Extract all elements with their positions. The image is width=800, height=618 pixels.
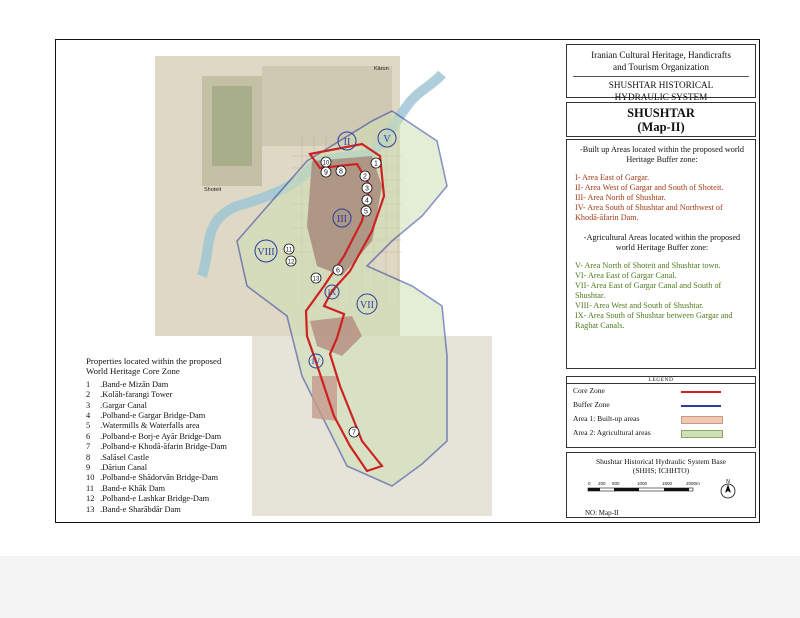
organization-box xyxy=(566,44,756,102)
zone-label-ii: II xyxy=(343,137,351,148)
property-item: 4 .Polband-e Gargar Bridge-Dam xyxy=(86,411,206,421)
properties-heading: Properties located within the proposed World Heritage Core Zone xyxy=(86,356,222,377)
scale-bar xyxy=(572,479,750,509)
north-label: N xyxy=(726,479,730,485)
built-up-swatch xyxy=(681,416,723,424)
base-source: (SHHS; ICHHTO) xyxy=(632,466,690,475)
base-title: Shushtar Historical Hydraulic System Base xyxy=(596,457,726,466)
built-up-item: III- Area North of Shushtar. xyxy=(575,193,666,202)
built-up-item: IV- Area South of Shushtar and Northwest of Khodā-āfarin Dam. xyxy=(575,203,723,222)
bottom-band xyxy=(0,556,800,618)
property-item: 7 .Polband-e Khodā-āfarin Bridge-Dam xyxy=(86,442,227,452)
site-marker-1: 1 xyxy=(374,160,378,168)
built-up-item: I- Area East of Gargar. xyxy=(575,173,650,182)
agricultural-item: VI- Area East of Gargar Canal. xyxy=(575,271,677,280)
zone-label-iii: III xyxy=(337,214,347,225)
map-number: NO: Map-II xyxy=(585,509,619,517)
agricultural-item: IX- Area South of Shushtar between Gargar and Raghat Canals. xyxy=(575,311,733,330)
zone-label-vii: VII xyxy=(360,300,374,311)
site-marker-8: 8 xyxy=(339,168,343,176)
scale-tick-label: 1500 xyxy=(662,481,673,486)
property-item: 1 .Band-e Mizān Dam xyxy=(86,379,169,389)
site-marker-12: 12 xyxy=(287,259,295,266)
property-item: 9 .Dāriun Canal xyxy=(86,463,148,473)
legend-title: LEGEND xyxy=(567,377,755,384)
property-item: 13 .Band-e Sharābdār Dam xyxy=(86,504,181,514)
zone-label-viii: VIII xyxy=(257,247,275,258)
agricultural-item: VIII- Area West and South of Shushtar. xyxy=(575,301,704,310)
core-zone-swatch xyxy=(681,391,721,393)
org-name-line2: and Tourism Organization xyxy=(613,62,709,72)
scale-tick-label: 500 xyxy=(612,481,620,486)
legend-entry-core-zone: Core Zone xyxy=(573,384,749,398)
property-item: 5 .Watermills & Waterfalls area xyxy=(86,421,200,431)
site-marker-5: 5 xyxy=(364,208,368,216)
zone-label-iv: IV xyxy=(311,357,321,366)
project-name-line1: SHUSHTAR HISTORICAL xyxy=(608,80,714,90)
property-item: 12 .Polband-e Lashkar Bridge-Dam xyxy=(86,494,210,504)
property-item: 11 .Band-e Khāk Dam xyxy=(86,483,165,493)
core-zone-properties-list xyxy=(86,356,286,515)
legend-entry-agricultural: Area 2: Agricultural areas xyxy=(573,426,749,440)
base-info-box xyxy=(566,452,756,518)
site-marker-13: 13 xyxy=(312,276,320,283)
zone-label-ix: IX xyxy=(327,288,337,297)
property-item: 3 .Gargar Canal xyxy=(86,400,147,410)
org-name-line1: Iranian Cultural Heritage, Handicrafts xyxy=(591,50,731,60)
legend-box xyxy=(566,376,756,448)
built-up-heading: -Built up Areas located within the proposed world Heritage Buffer zone: xyxy=(580,145,744,164)
buffer-areas-box xyxy=(566,139,756,369)
property-item: 8 .Salāsel Castle xyxy=(86,452,149,462)
place-label-karun: Kārun xyxy=(374,66,389,72)
place-label-shoteit: Shoteit xyxy=(204,187,222,193)
site-marker-6: 6 xyxy=(336,267,340,275)
built-up-item: II- Area West of Gargar and South of Shoteit. xyxy=(575,183,724,192)
site-marker-11: 11 xyxy=(285,247,293,254)
scale-tick-label: 2000m xyxy=(686,481,700,486)
property-item: 10 .Polband-e Shādorvān Bridge-Dam xyxy=(86,473,219,483)
legend-entry-buffer-zone: Buffer Zone xyxy=(573,398,749,412)
agricultural-heading: -Agricultural Areas located within the proposed world Heritage Buffer zone: xyxy=(583,233,741,252)
site-marker-7: 7 xyxy=(352,429,356,437)
site-marker-2: 2 xyxy=(363,173,367,181)
property-item: 6 .Polband-e Borj-e Ayār Bridge-Dam xyxy=(86,431,222,441)
site-marker-4: 4 xyxy=(365,197,369,205)
map-title-box xyxy=(566,102,756,137)
site-marker-3: 3 xyxy=(365,185,369,193)
agricultural-swatch xyxy=(681,430,723,438)
scale-tick-label: 0 xyxy=(588,481,591,486)
buffer-zone-swatch xyxy=(681,405,721,407)
site-marker-10: 10 xyxy=(322,160,330,167)
zone-label-v: V xyxy=(383,134,391,145)
project-name-line2: HYDRAULIC SYSTEM xyxy=(614,92,708,102)
property-item: 2 .Kolāh-farangi Tower xyxy=(86,390,173,400)
map-sheet xyxy=(55,39,760,523)
map-panel[interactable] xyxy=(62,46,564,518)
map-title: SHUSHTAR xyxy=(627,106,695,120)
agricultural-item: V- Area North of Shoteit and Shushtar town. xyxy=(575,261,721,270)
map-subtitle: (Map-II) xyxy=(637,120,685,134)
scale-tick-label: 200 xyxy=(598,481,606,486)
scale-tick-label: 1000 xyxy=(637,481,648,486)
site-marker-9: 9 xyxy=(324,169,328,177)
agricultural-item: VII- Area East of Gargar Canal and South of Shushtar. xyxy=(575,281,722,300)
legend-entry-built-up: Area 1: Built-up areas xyxy=(573,412,749,426)
